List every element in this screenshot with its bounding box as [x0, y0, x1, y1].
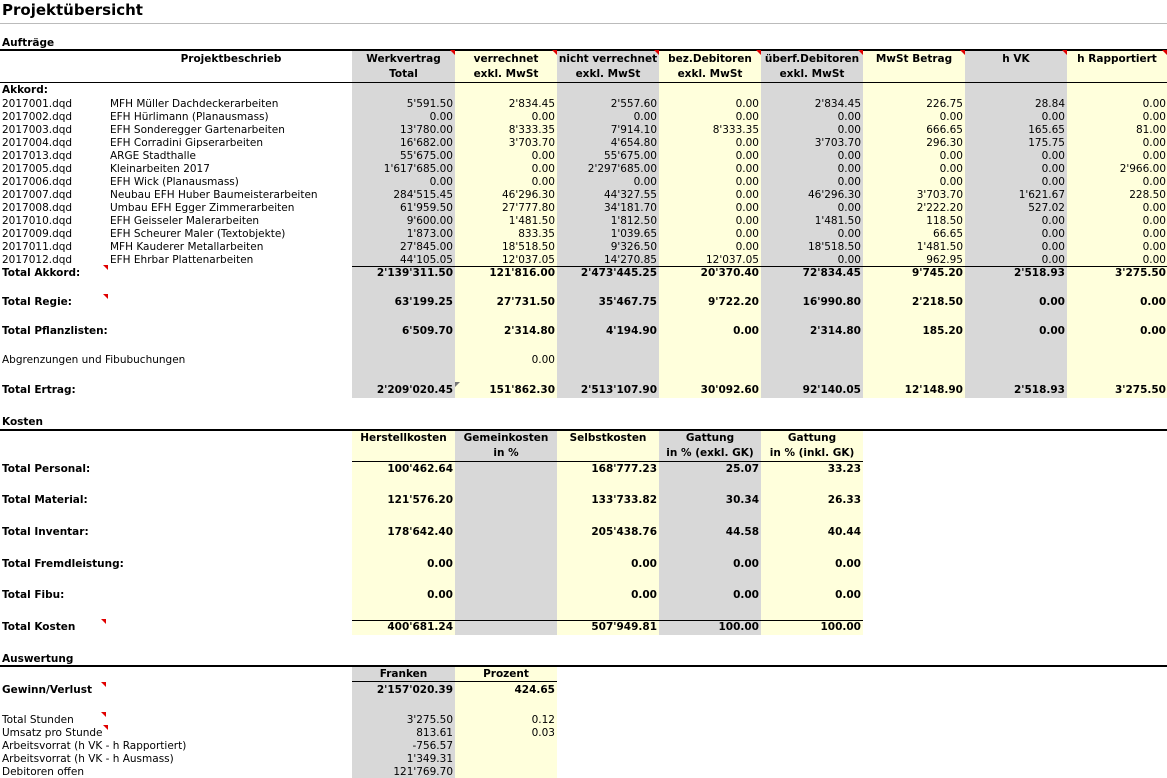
comment-marker[interactable] — [450, 50, 455, 55]
table-cell: 61'959.50 — [400, 202, 453, 214]
kosten-label: Total Material: — [2, 494, 88, 506]
table-cell: 28.84 — [1034, 98, 1065, 110]
table-cell: 0.00 — [735, 241, 759, 253]
total-cell: 16'990.80 — [802, 296, 861, 308]
ertrag-cell: 30'092.60 — [700, 384, 759, 396]
table-cell: 81.00 — [1135, 124, 1166, 136]
header-werkvertrag — [352, 52, 455, 82]
project-description: EFH Wick (Planausmass) — [110, 176, 239, 188]
kosten-cell: 0.00 — [733, 589, 759, 601]
table-cell: 16'682.00 — [400, 137, 453, 149]
table-cell: 962.95 — [926, 254, 963, 266]
table-cell: 0.00 — [1041, 254, 1065, 266]
ertrag-label: Total Ertrag: — [2, 384, 76, 396]
table-cell: 8'333.35 — [712, 124, 759, 136]
table-cell: 0.00 — [939, 176, 963, 188]
kosten-cell: 133'733.82 — [591, 494, 657, 506]
kosten-cell: 0.00 — [835, 558, 861, 570]
header-gattung-exkl-l2: in % (exkl. GK) — [666, 447, 754, 459]
table-cell: 0.00 — [1142, 111, 1166, 123]
table-cell: 9'600.00 — [406, 215, 453, 227]
kosten-cell: 100.00 — [820, 621, 861, 633]
header-verrechnet — [455, 52, 557, 82]
table-cell: 0.00 — [429, 111, 453, 123]
kosten-cell: 0.00 — [835, 589, 861, 601]
kosten-label: Total Fremdleistung: — [2, 558, 124, 570]
header-nicht-verrechnet-l2: exkl. MwSt — [575, 68, 641, 80]
auswertung-franken: 1'349.31 — [406, 753, 453, 765]
kosten-cell: 100'462.64 — [387, 463, 453, 475]
header-nicht-verrechnet-l1: nicht verrechnet — [558, 53, 658, 65]
table-cell: 46'296.30 — [502, 189, 555, 201]
table-cell: 0.00 — [837, 176, 861, 188]
project-description: MFH Kauderer Metallarbeiten — [110, 241, 264, 253]
table-cell: 8'333.35 — [508, 124, 555, 136]
project-description: Umbau EFH Egger Zimmerarbeiten — [110, 202, 295, 214]
table-cell: 0.00 — [1142, 228, 1166, 240]
table-cell: 0.00 — [837, 163, 861, 175]
table-cell: 0.00 — [939, 163, 963, 175]
ertrag-cell: 151'862.30 — [489, 384, 555, 396]
kosten-cell: 168'777.23 — [591, 463, 657, 475]
comment-marker[interactable] — [103, 294, 108, 299]
comment-marker[interactable] — [103, 725, 108, 730]
kosten-cell: 507'949.81 — [591, 621, 657, 633]
header-gattung-inkl — [761, 431, 863, 461]
total-cell: 2'218.50 — [911, 296, 963, 308]
total-cell: 6'509.70 — [401, 325, 453, 337]
project-description: EFH Geisseler Malerarbeiten — [110, 215, 260, 227]
comment-marker[interactable] — [101, 619, 106, 624]
table-cell: 0.00 — [531, 111, 555, 123]
table-cell: 2'834.45 — [508, 98, 555, 110]
table-cell: 0.00 — [1142, 215, 1166, 227]
table-cell: 0.00 — [735, 176, 759, 188]
table-cell: 0.00 — [1041, 150, 1065, 162]
table-cell: 0.00 — [837, 150, 861, 162]
project-description: ARGE Stadthalle — [110, 150, 196, 162]
table-cell: 0.00 — [837, 228, 861, 240]
header-uberf-debitoren-l1: überf.Debitoren — [764, 53, 860, 65]
table-cell: 0.00 — [633, 176, 657, 188]
header-gemeinkosten-l2: in % — [493, 447, 519, 459]
project-description: EFH Hürlimann (Planausmass) — [110, 111, 269, 123]
auswertung-label: Arbeitsvorrat (h VK - h Ausmass) — [2, 753, 174, 765]
total-cell: 0.00 — [1039, 325, 1065, 337]
table-cell: 0.00 — [939, 150, 963, 162]
project-description: EFH Scheurer Maler (Textobjekte) — [110, 228, 286, 240]
table-cell: 1'481.50 — [916, 241, 963, 253]
abgrenzungen-label: Abgrenzungen und Fibubuchungen — [2, 354, 186, 366]
table-cell: 0.00 — [1142, 176, 1166, 188]
header-verrechnet-l2: exkl. MwSt — [473, 68, 539, 80]
table-cell: 18'518.50 — [808, 241, 861, 253]
table-cell: 0.00 — [735, 202, 759, 214]
kosten-cell: 40.44 — [827, 526, 861, 538]
table-cell: 284'515.45 — [393, 189, 453, 201]
table-cell: 1'481.50 — [814, 215, 861, 227]
auswertung-label: Debitoren offen — [2, 766, 84, 778]
table-cell: 3'703.70 — [508, 137, 555, 149]
table-cell: 44'105.05 — [400, 254, 453, 266]
auswertung-top-rule — [0, 665, 1167, 667]
table-cell: 0.00 — [735, 137, 759, 149]
total-cell: 0.00 — [733, 325, 759, 337]
auswertung-prozent: 0.03 — [531, 727, 555, 739]
table-cell: 0.00 — [1142, 150, 1166, 162]
comment-marker[interactable] — [1062, 50, 1067, 55]
project-description: Neubau EFH Huber Baumeisterarbeiten — [110, 189, 318, 201]
kosten-cell: 0.00 — [427, 558, 453, 570]
table-cell: 0.00 — [837, 254, 861, 266]
table-cell: 27'777.80 — [502, 202, 555, 214]
table-cell: 0.00 — [1142, 98, 1166, 110]
project-code: 2017012.dqd — [2, 254, 73, 266]
auswertung-franken: 121'769.70 — [393, 766, 453, 778]
auswertung-franken: -756.57 — [412, 740, 453, 752]
header-prozent: Prozent — [483, 668, 529, 680]
table-cell: 66.65 — [932, 228, 963, 240]
project-description: EFH Ehrbar Plattenarbeiten — [110, 254, 254, 266]
header-gemeinkosten — [455, 431, 557, 461]
section-auswertung: Auswertung — [2, 653, 74, 665]
table-cell: 0.00 — [1041, 163, 1065, 175]
total-cell: 27'731.50 — [496, 296, 555, 308]
table-cell: 55'675.00 — [400, 150, 453, 162]
project-code: 2017010.dqd — [2, 215, 73, 227]
kosten-cell: 0.00 — [427, 589, 453, 601]
total-cell: 2'314.80 — [809, 325, 861, 337]
auftraege-top-rule — [0, 49, 1167, 51]
ertrag-cell: 92'140.05 — [802, 384, 861, 396]
comment-marker[interactable] — [1162, 50, 1167, 55]
header-herstellkosten: Herstellkosten — [360, 432, 447, 444]
table-cell: 0.00 — [1142, 202, 1166, 214]
table-cell: 833.35 — [518, 228, 555, 240]
header-projektbeschrieb: Projektbeschrieb — [180, 53, 282, 65]
table-cell: 226.75 — [926, 98, 963, 110]
table-cell: 0.00 — [735, 228, 759, 240]
header-uberf-debitoren — [761, 52, 863, 82]
ertrag-cell: 2'209'020.45 — [376, 384, 453, 396]
table-cell: 0.00 — [735, 163, 759, 175]
project-code: 2017003.dqd — [2, 124, 73, 136]
comment-marker[interactable] — [756, 50, 761, 55]
project-description: MFH Müller Dachdeckerarbeiten — [110, 98, 279, 110]
total-cell: 0.00 — [1039, 296, 1065, 308]
table-cell: 0.00 — [837, 124, 861, 136]
project-description: Kleinarbeiten 2017 — [110, 163, 210, 175]
table-cell: 0.00 — [735, 150, 759, 162]
table-cell: 0.00 — [837, 202, 861, 214]
comment-marker[interactable] — [103, 265, 108, 270]
project-description: EFH Corradini Gipserarbeiten — [110, 137, 264, 149]
total-cell: 72'834.45 — [802, 267, 861, 279]
auswertung-label: Umsatz pro Stunde — [2, 727, 103, 739]
table-cell: 3'703.70 — [916, 189, 963, 201]
auftraege-header-rule — [0, 82, 1167, 83]
table-cell: 12'037.05 — [502, 254, 555, 266]
table-cell: 1'621.67 — [1018, 189, 1065, 201]
header-werkvertrag-l1: Werkvertrag — [366, 53, 441, 65]
table-cell: 0.00 — [735, 189, 759, 201]
kosten-header-rule — [352, 461, 863, 462]
project-code: 2017011.dqd — [2, 241, 73, 253]
total-cell: 2'139'311.50 — [376, 267, 453, 279]
kosten-cell: 400'681.24 — [387, 621, 453, 633]
comment-marker[interactable] — [960, 50, 965, 55]
comment-marker[interactable] — [552, 50, 557, 55]
total-label: Total Regie: — [2, 296, 72, 308]
project-code: 2017006.dqd — [2, 176, 73, 188]
kosten-cell: 33.23 — [827, 463, 861, 475]
comment-marker[interactable] — [101, 682, 106, 687]
header-hvk: h VK — [1002, 53, 1030, 65]
auswertung-franken: 813.61 — [416, 727, 453, 739]
kosten-cell: 44.58 — [725, 526, 759, 538]
header-bez-debitoren — [659, 52, 761, 82]
total-cell: 2'314.80 — [503, 325, 555, 337]
ertrag-cell: 12'148.90 — [904, 384, 963, 396]
table-cell: 1'873.00 — [406, 228, 453, 240]
auswertung-label: Total Stunden — [2, 714, 74, 726]
cell-marker — [455, 382, 460, 387]
table-cell: 0.00 — [1142, 137, 1166, 149]
table-cell: 18'518.50 — [502, 241, 555, 253]
akkord-label: Akkord: — [2, 84, 48, 96]
table-cell: 0.00 — [1142, 254, 1166, 266]
table-cell: 0.00 — [633, 111, 657, 123]
kosten-cell: 121'576.20 — [387, 494, 453, 506]
project-code: 2017007.dqd — [2, 189, 73, 201]
kosten-cell: 178'642.40 — [387, 526, 453, 538]
table-cell: 9'326.50 — [610, 241, 657, 253]
auswertung-franken: 3'275.50 — [406, 714, 453, 726]
table-cell: 165.65 — [1028, 124, 1065, 136]
table-cell: 0.00 — [1041, 215, 1065, 227]
kosten-label: Total Inventar: — [2, 526, 89, 538]
kosten-cell: 100.00 — [718, 621, 759, 633]
kosten-cell: 0.00 — [733, 558, 759, 570]
header-uberf-debitoren-l2: exkl. MwSt — [779, 68, 845, 80]
header-gattung-inkl-l2: in % (inkl. GK) — [769, 447, 855, 459]
ertrag-cell: 3'275.50 — [1114, 384, 1166, 396]
total-cell: 20'370.40 — [700, 267, 759, 279]
table-cell: 34'181.70 — [604, 202, 657, 214]
kosten-cell: 0.00 — [631, 558, 657, 570]
section-kosten: Kosten — [2, 416, 44, 428]
table-cell: 46'296.30 — [808, 189, 861, 201]
ertrag-cell: 2'513'107.90 — [580, 384, 657, 396]
table-cell: 44'327.55 — [604, 189, 657, 201]
total-label: Total Akkord: — [2, 267, 81, 279]
table-cell: 55'675.00 — [604, 150, 657, 162]
table-cell: 1'812.50 — [610, 215, 657, 227]
project-code: 2017004.dqd — [2, 137, 73, 149]
table-cell: 0.00 — [735, 215, 759, 227]
gewinn-label: Gewinn/Verlust — [2, 684, 93, 696]
comment-marker[interactable] — [858, 50, 863, 55]
title-divider — [0, 23, 1167, 24]
table-cell: 0.00 — [1041, 176, 1065, 188]
table-cell: 1'481.50 — [508, 215, 555, 227]
table-cell: 14'270.85 — [604, 254, 657, 266]
section-auftraege: Aufträge — [2, 37, 55, 49]
header-selbstkosten: Selbstkosten — [569, 432, 647, 444]
total-cell: 3'275.50 — [1114, 267, 1166, 279]
header-verrechnet-l1: verrechnet — [473, 53, 539, 65]
project-code: 2017013.dqd — [2, 150, 73, 162]
header-gattung-exkl-l1: Gattung — [685, 432, 735, 444]
total-cell: 0.00 — [1140, 325, 1166, 337]
project-description: EFH Sonderegger Gartenarbeiten — [110, 124, 285, 136]
auswertung-prozent: 0.12 — [531, 714, 555, 726]
header-werkvertrag-l2: Total — [389, 68, 418, 80]
project-code: 2017005.dqd — [2, 163, 73, 175]
table-cell: 296.30 — [926, 137, 963, 149]
project-code: 2017001.dqd — [2, 98, 73, 110]
table-cell: 118.50 — [926, 215, 963, 227]
table-cell: 0.00 — [1041, 111, 1065, 123]
ertrag-cell: 2'518.93 — [1013, 384, 1065, 396]
table-cell: 0.00 — [531, 150, 555, 162]
table-cell: 2'222.20 — [916, 202, 963, 214]
header-mwst-betrag: MwSt Betrag — [875, 53, 953, 65]
table-cell: 7'914.10 — [610, 124, 657, 136]
table-cell: 666.65 — [926, 124, 963, 136]
table-cell: 175.75 — [1028, 137, 1065, 149]
table-cell: 2'834.45 — [814, 98, 861, 110]
table-cell: 2'966.00 — [1119, 163, 1166, 175]
table-cell: 1'039.65 — [610, 228, 657, 240]
total-cell: 4'194.90 — [605, 325, 657, 337]
table-cell: 527.02 — [1028, 202, 1065, 214]
gewinn-prozent: 424.65 — [514, 684, 555, 696]
total-cell: 35'467.75 — [598, 296, 657, 308]
total-cell: 9'722.20 — [707, 296, 759, 308]
table-cell: 0.00 — [1142, 241, 1166, 253]
total-cell: 63'199.25 — [394, 296, 453, 308]
table-cell: 0.00 — [1041, 228, 1065, 240]
header-hrapportiert: h Rapportiert — [1077, 53, 1157, 65]
header-bez-debitoren-l1: bez.Debitoren — [668, 53, 752, 65]
table-cell: 0.00 — [531, 163, 555, 175]
table-cell: 0.00 — [735, 111, 759, 123]
table-cell: 12'037.05 — [706, 254, 759, 266]
kosten-cell: 26.33 — [827, 494, 861, 506]
abgrenzungen-value: 0.00 — [531, 354, 555, 366]
header-franken: Franken — [379, 668, 428, 680]
total-label: Total Pflanzlisten: — [2, 325, 108, 337]
kosten-label: Total Fibu: — [2, 589, 65, 601]
akkord-total-rule — [352, 266, 1167, 267]
project-code: 2017009.dqd — [2, 228, 73, 240]
comment-marker[interactable] — [654, 50, 659, 55]
total-cell: 2'473'445.25 — [580, 267, 657, 279]
gewinn-franken: 2'157'020.39 — [376, 684, 453, 696]
table-cell: 0.00 — [429, 176, 453, 188]
kosten-label: Total Kosten — [2, 621, 76, 633]
total-cell: 185.20 — [922, 325, 963, 337]
header-gattung-exkl — [659, 431, 761, 461]
kosten-total-rule — [352, 620, 863, 621]
page-title: Projektübersicht — [2, 1, 143, 19]
total-cell: 2'518.93 — [1013, 267, 1065, 279]
kosten-cell: 205'438.76 — [591, 526, 657, 538]
total-cell: 0.00 — [1140, 296, 1166, 308]
kosten-cell: 0.00 — [631, 589, 657, 601]
auswertung-label: Arbeitsvorrat (h VK - h Rapportiert) — [2, 740, 187, 752]
header-gattung-inkl-l1: Gattung — [787, 432, 837, 444]
comment-marker[interactable] — [101, 712, 106, 717]
header-bez-debitoren-l2: exkl. MwSt — [677, 68, 743, 80]
table-cell: 13'780.00 — [400, 124, 453, 136]
total-cell: 121'816.00 — [489, 267, 555, 279]
total-cell: 9'745.20 — [911, 267, 963, 279]
table-cell: 0.00 — [735, 98, 759, 110]
table-cell: 0.00 — [1041, 241, 1065, 253]
kosten-label: Total Personal: — [2, 463, 91, 475]
table-cell: 228.50 — [1129, 189, 1166, 201]
table-cell: 0.00 — [837, 111, 861, 123]
header-gemeinkosten-l1: Gemeinkosten — [463, 432, 549, 444]
kosten-cell: 25.07 — [725, 463, 759, 475]
table-cell: 4'654.80 — [610, 137, 657, 149]
project-code: 2017008.dqd — [2, 202, 73, 214]
header-nicht-verrechnet — [557, 52, 659, 82]
table-cell: 2'297'685.00 — [587, 163, 657, 175]
project-code: 2017002.dqd — [2, 111, 73, 123]
table-cell: 3'703.70 — [814, 137, 861, 149]
table-cell: 1'617'685.00 — [383, 163, 453, 175]
table-cell: 5'591.50 — [406, 98, 453, 110]
table-cell: 27'845.00 — [400, 241, 453, 253]
table-cell: 2'557.60 — [610, 98, 657, 110]
kosten-cell: 30.34 — [725, 494, 759, 506]
table-cell: 0.00 — [939, 111, 963, 123]
table-cell: 0.00 — [531, 176, 555, 188]
